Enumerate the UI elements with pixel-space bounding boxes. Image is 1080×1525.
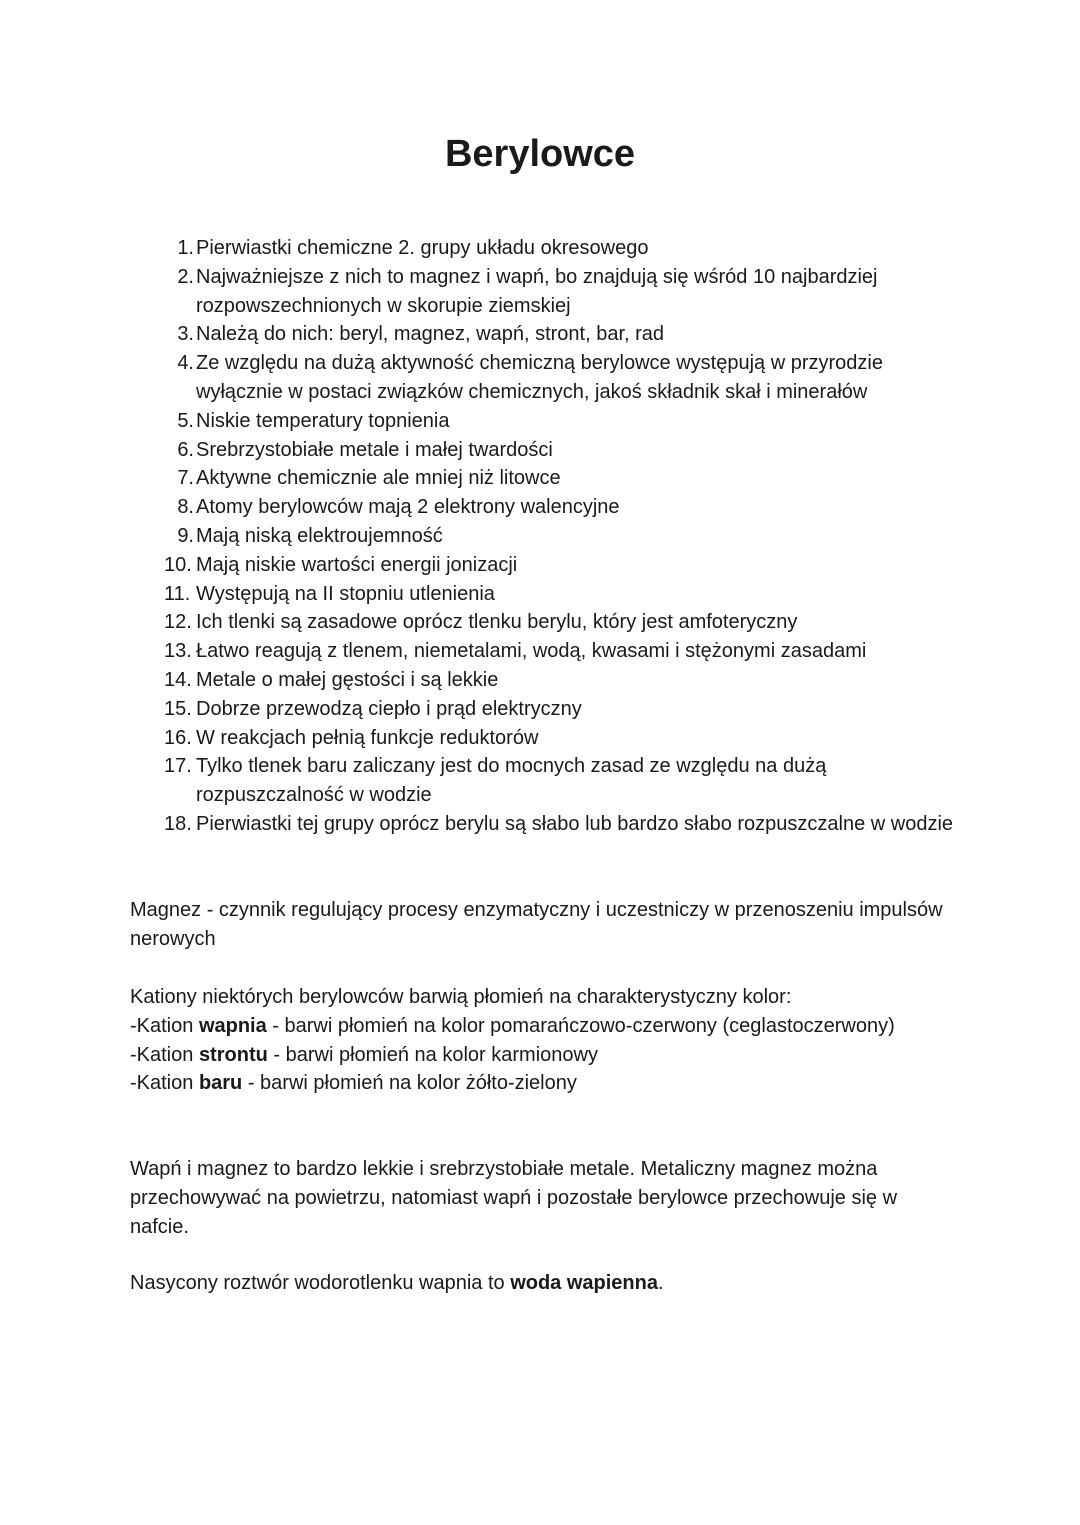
- list-item-number: 15.: [164, 697, 192, 720]
- list-item-number: 9.: [177, 524, 194, 547]
- list-item-text: Występują na II stopniu utlenienia: [196, 582, 495, 605]
- list-item-number: 11.: [164, 582, 191, 605]
- cation-prefix: -Kation: [130, 1072, 199, 1095]
- list-item-text: Należą do nich: beryl, magnez, wapń, stront, bar, rad: [196, 323, 665, 346]
- list-item-text: Najważniejsze z nich to magnez i wapń, bo znajdują się wśród 10 najbardziej rozpowszechnionych w skorupie ziemskiej: [196, 265, 878, 317]
- magnesium-paragraph: Magnez - czynnik regulujący procesy enzymatyczny i uczestniczy w przenoszeniu impulsów nerowych: [130, 899, 943, 950]
- list-item-text: W reakcjach pełnią funkcje reduktorów: [196, 726, 539, 749]
- list-item-number: 5.: [177, 409, 194, 432]
- list-item-number: 6.: [177, 438, 194, 461]
- list-item-text: Pierwiastki tej grupy oprócz berylu są słabo lub bardzo słabo rozpuszczalne w wodzie: [196, 812, 954, 835]
- list-item-number: 7.: [177, 467, 194, 490]
- cation-description: - barwi płomień na kolor żółto-zielony: [242, 1072, 577, 1095]
- list-item-number: 12.: [164, 611, 192, 634]
- list-item-text: Mają niskie wartości energii jonizacji: [196, 553, 518, 576]
- list-item-number: 4.: [177, 352, 194, 375]
- list-item-number: 18.: [164, 812, 192, 835]
- list-item: [130, 666, 960, 695]
- list-item-text: Metale o małej gęstości i są lekkie: [196, 668, 499, 691]
- list-item: [130, 724, 960, 753]
- list-item-number: 14.: [164, 668, 192, 691]
- list-item-text: Dobrze przewodzą ciepło i prąd elektryczny: [196, 697, 582, 720]
- list-item: [130, 608, 960, 637]
- list-item: [130, 551, 960, 580]
- list-item: [130, 349, 960, 407]
- flame-colors-intro: Kationy niektórych berylowców barwią płomień na charakterystyczny kolor:: [130, 986, 792, 1008]
- strontium-cation-line: [130, 1041, 960, 1070]
- limewater-term-bold: woda wapienna: [510, 1272, 658, 1294]
- list-item-number: 2.: [177, 265, 194, 288]
- list-item-text: Łatwo reagują z tlenem, niemetalami, wodą, kwasami i stężonymi zasadami: [196, 640, 867, 663]
- list-item-text: Atomy berylowców mają 2 elektrony walencyjne: [196, 496, 620, 519]
- list-item: [130, 320, 960, 349]
- list-item: [130, 810, 960, 839]
- list-item: [130, 695, 960, 724]
- list-item-number: 13.: [164, 640, 192, 663]
- cation-name-bold: baru: [198, 1072, 243, 1095]
- list-item: [130, 436, 960, 465]
- list-item-number: 16.: [164, 726, 192, 749]
- list-item-text: Mają niską elektroujemność: [196, 524, 443, 547]
- limewater-paragraph: [130, 1269, 960, 1298]
- barium-cation-line: [130, 1069, 960, 1098]
- list-item: [130, 464, 960, 493]
- cation-name-bold: wapnia: [198, 1014, 267, 1037]
- list-item-text: Ze względu na dużą aktywność chemiczną berylowce występują w przyrodzie wyłącznie w postaci związków chemicznych, jakoś składnik skał i minerałów: [196, 352, 883, 403]
- list-item: [130, 637, 960, 666]
- storage-paragraph: Wapń i magnez to bardzo lekkie i srebrzystobiałe metale. Metaliczny magnez można przechowywać na powietrzu, natomiast wapń i pozostałe berylowce przechowuje się w nafcie.: [130, 1158, 898, 1238]
- list-item: [130, 263, 960, 321]
- limewater-prefix: Nasycony roztwór wodorotlenku wapnia to: [130, 1272, 511, 1294]
- list-item: [130, 407, 960, 436]
- cation-description: - barwi płomień na kolor karmionowy: [267, 1043, 598, 1066]
- list-item-number: 8.: [177, 496, 194, 519]
- list-item-number: 10.: [164, 553, 192, 576]
- list-item-text: Srebrzystobiałe metale i małej twardości: [196, 438, 553, 461]
- list-item: [130, 522, 960, 551]
- list-item: [130, 493, 960, 522]
- list-item-text: Aktywne chemicznie ale mniej niż litowce: [196, 467, 561, 490]
- list-item-number: 3.: [177, 323, 194, 346]
- cation-prefix: -Kation: [130, 1014, 199, 1037]
- list-item: [130, 234, 960, 263]
- list-item-text: Ich tlenki są zasadowe oprócz tlenku berylu, który jest amfoteryczny: [196, 611, 798, 634]
- list-item-number: 17.: [164, 755, 192, 778]
- properties-list: [130, 234, 960, 839]
- list-item: [130, 752, 960, 810]
- limewater-suffix: .: [658, 1272, 664, 1294]
- list-item-number: 1.: [177, 237, 194, 259]
- cation-prefix: -Kation: [130, 1043, 199, 1066]
- list-item-text: Tylko tlenek baru zaliczany jest do mocnych zasad ze względu na dużą rozpuszczalność w wodzie: [196, 755, 827, 807]
- list-item-text: Niskie temperatury topnienia: [196, 409, 450, 432]
- page-title: Berylowce: [444, 133, 636, 175]
- cation-description: - barwi płomień na kolor pomarańczowo-czerwony (ceglastoczerwony): [266, 1014, 895, 1037]
- list-item: [130, 580, 960, 609]
- list-item-text: Pierwiastki chemiczne 2. grupy układu okresowego: [196, 237, 649, 259]
- flame-colors-paragraph: [130, 983, 960, 1098]
- calcium-cation-line: [130, 1012, 960, 1041]
- cation-name-bold: strontu: [198, 1043, 268, 1066]
